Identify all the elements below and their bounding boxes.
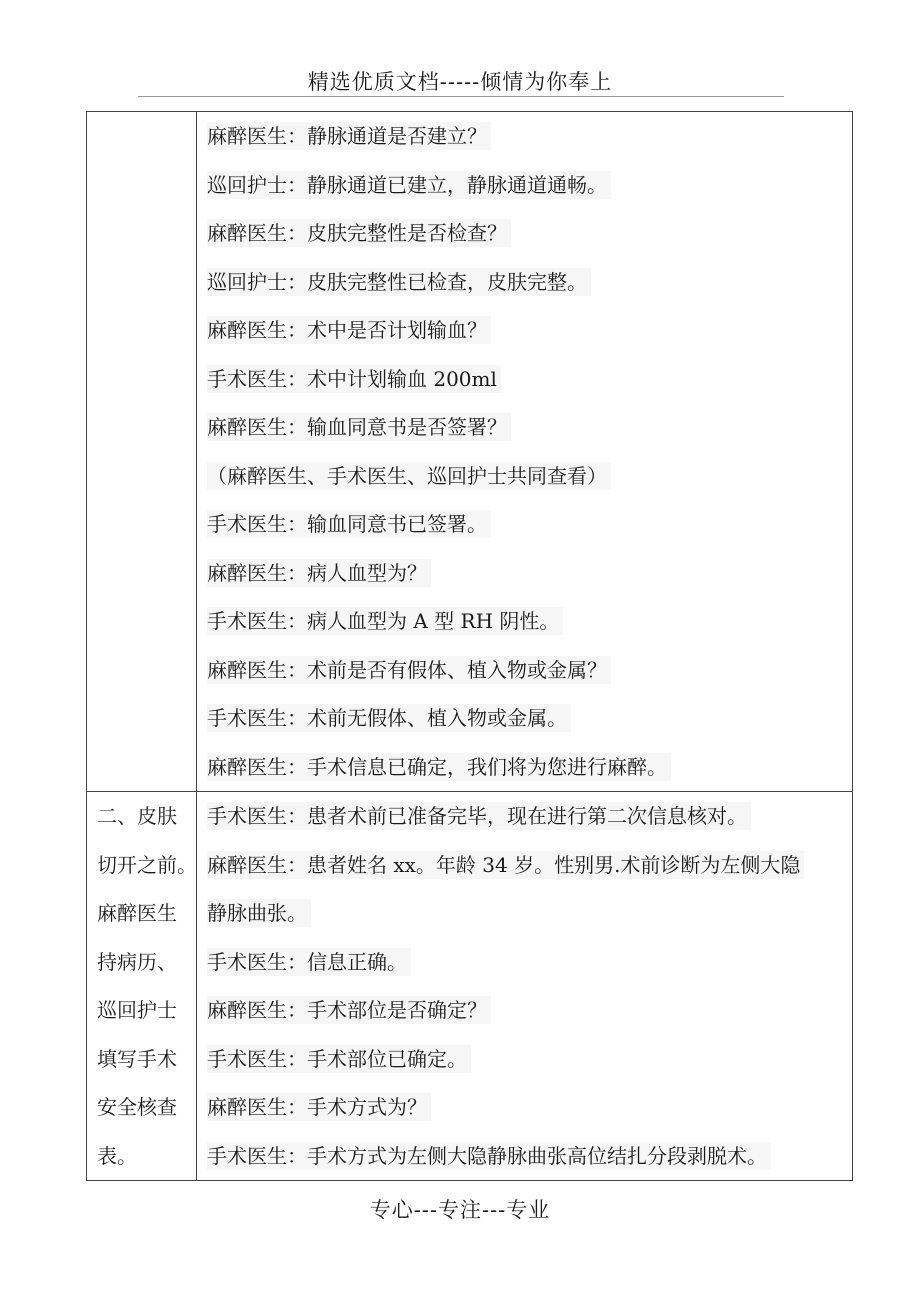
dialogue-line: 麻醉医生：手术方式为？ — [197, 1083, 852, 1132]
stage-text-line: 二、皮肤 — [97, 804, 177, 828]
dialogue-line: 麻醉医生：术前是否有假体、植入物或金属？ — [197, 646, 852, 695]
page-header: 精选优质文档-----倾情为你奉上 — [307, 70, 613, 94]
dialogue-line: 麻醉医生：皮肤完整性是否检查？ — [197, 209, 852, 258]
stage-text-line: 切开之前。 — [97, 852, 197, 877]
dialogue-line: 巡回护士：静脉通道已建立，静脉通道通畅。 — [197, 161, 852, 210]
dialogue-line: 麻醉医生：病人血型为？ — [197, 549, 852, 598]
dialogue-line: 手术医生：信息正确。 — [197, 938, 852, 987]
dialogue-line: 麻醉医生：术中是否计划输血？ — [197, 306, 852, 355]
dialogue-line: 麻醉医生：手术部位是否确定？ — [197, 986, 852, 1035]
header-rule — [138, 96, 784, 97]
dialogue-line: 手术医生：手术部位已确定。 — [197, 1035, 852, 1084]
stage-cell — [87, 792, 197, 1181]
dialogue-line: 手术医生：术前无假体、植入物或金属。 — [197, 694, 852, 743]
dialogue-line: 手术医生：术中计划输血 200ml — [197, 355, 852, 404]
page-footer: 专心---专注---专业 — [369, 1198, 551, 1222]
dialogue-line: 手术医生：输血同意书已签署。 — [197, 500, 852, 549]
dialogue-line: 静脉曲张。 — [197, 889, 852, 938]
dialogue-line: 麻醉医生：手术信息已确定，我们将为您进行麻醉。 — [197, 743, 852, 792]
stage-text-line: 持病历、 — [97, 949, 177, 974]
dialogue-line: 手术医生：患者术前已准备完毕，现在进行第二次信息核对。 — [197, 792, 852, 841]
stage-cell — [87, 112, 197, 792]
dialogue-cell — [197, 792, 853, 1181]
dialogue-line: 巡回护士：皮肤完整性已检查，皮肤完整。 — [197, 258, 852, 307]
safety-check-table — [86, 111, 853, 1181]
stage-text-line: 表。 — [97, 1143, 137, 1168]
table-row — [87, 792, 853, 1181]
stage-text-line: 麻醉医生 — [97, 901, 177, 925]
dialogue-line: 手术医生：手术方式为左侧大隐静脉曲张高位结扎分段剥脱术。 — [197, 1132, 852, 1181]
dialogue-line: 麻醉医生：患者姓名 xx。年龄 34 岁。性别男.术前诊断为左侧大隐 — [197, 841, 852, 890]
dialogue-line: 麻醉医生：静脉通道是否建立？ — [197, 112, 852, 161]
dialogue-cell — [197, 112, 853, 792]
dialogue-line: 麻醉医生：输血同意书是否签署？ — [197, 403, 852, 452]
stage-text-line: 安全核查 — [97, 1095, 177, 1119]
table-row — [87, 112, 853, 792]
stage-text-line: 填写手术 — [97, 1046, 177, 1071]
dialogue-line: （麻醉医生、手术医生、巡回护士共同查看） — [197, 452, 852, 501]
dialogue-line: 手术医生：病人血型为 A 型 RH 阴性。 — [197, 597, 852, 646]
stage-text-line: 巡回护士 — [97, 998, 177, 1022]
